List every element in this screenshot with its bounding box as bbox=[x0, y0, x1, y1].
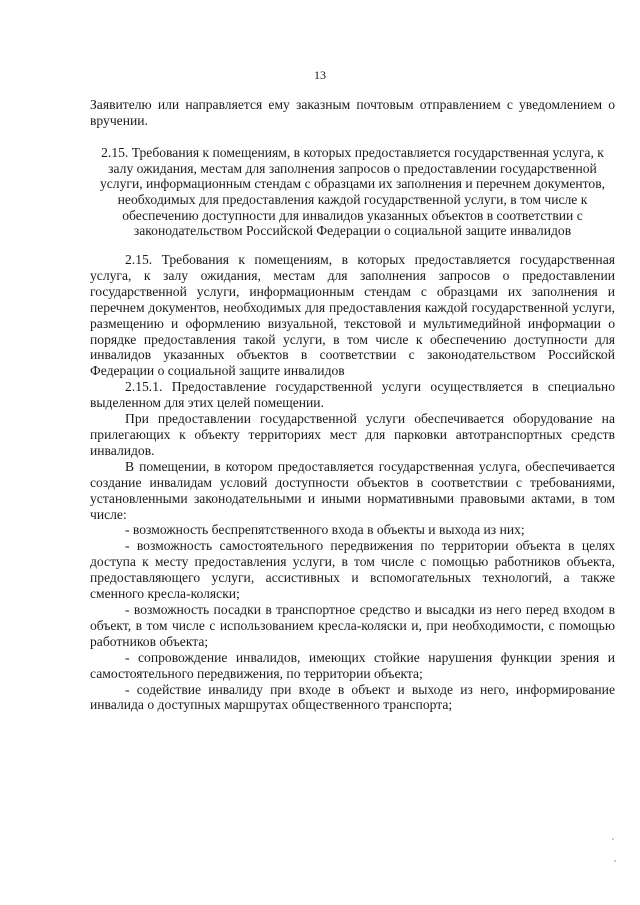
paragraph-section-2-15: 2.15. Требования к помещениям, в которых предоставляется государственная услуга, к залу ожидания, местам для заполнения запросов о предоставлении государственной услуги, информационным стендам с образцами их заполнения и перечнем документов, необходимых для предоставления каждой государственной услуги, размещению и оформлению визуальной, текстовой и мультимедийной информации о порядке предоставления такой услуги, в том числе к обеспечению доступности для инвалидов указанных объектов в соответствии с законодательством Российской Федерации о социальной защите инвалидов bbox=[90, 252, 615, 379]
list-item-movement: - возможность самостоятельного передвижения по территории объекта в целях доступа к месту предоставления услуги, в том числе с помощью работников объекта, предоставляющего услуги, ассистивных и вспомогательных технологий, а также сменного кресла-коляски; bbox=[90, 538, 615, 602]
paragraph-section-2-15-1: 2.15.1. Предоставление государственной услуги осуществляется в специально выделенном для этих целей помещении. bbox=[90, 379, 615, 411]
scan-artifact bbox=[614, 860, 616, 862]
list-item-escort: - сопровождение инвалидов, имеющих стойкие нарушения функции зрения и самостоятельного передвижения, по территории объекта; bbox=[90, 649, 615, 681]
scan-artifact bbox=[612, 838, 614, 840]
list-item-transport: - возможность посадки в транспортное средство и высадки из него перед входом в объект, в том числе с использованием кресла-коляски и, при необходимости, с помощью работников объекта; bbox=[90, 601, 615, 649]
page-number: 13 bbox=[314, 68, 326, 82]
section-heading: 2.15. Требования к помещениям, в которых предоставляется государственная услуга, к залу ожидания, местам для заполнения запросов о предоставлении государственной услуги, информационным стендам с образцами их заполнения и перечнем документов, необходимых для предоставления каждой государственной услуги, в том числе к обеспечению доступности для инвалидов указанных объектов в соответствии с законодательством Российской Федерации о социальной защите инвалидов bbox=[99, 144, 606, 239]
paragraph-continuation: Заявителю или направляется ему заказным почтовым отправлением с уведомлением о вручении. bbox=[90, 97, 615, 128]
page-body bbox=[90, 97, 615, 713]
paragraph-accessibility-intro: В помещении, в котором предоставляется государственная услуга, обеспечивается создание инвалидам условий доступности объектов в соответствии с требованиями, установленными законодательными и иными нормативными правовыми актами, в том числе: bbox=[90, 458, 615, 522]
list-item-entry-exit: - возможность беспрепятственного входа в объекты и выхода из них; bbox=[125, 522, 525, 538]
list-item-assistance: - содействие инвалиду при входе в объект и выходе из него, информирование инвалида о доступных маршрутах общественного транспорта; bbox=[90, 681, 615, 713]
paragraph-parking: При предоставлении государственной услуги обеспечивается оборудование на прилегающих к объекту территориях мест для парковки автотранспортных средств инвалидов. bbox=[90, 411, 615, 458]
